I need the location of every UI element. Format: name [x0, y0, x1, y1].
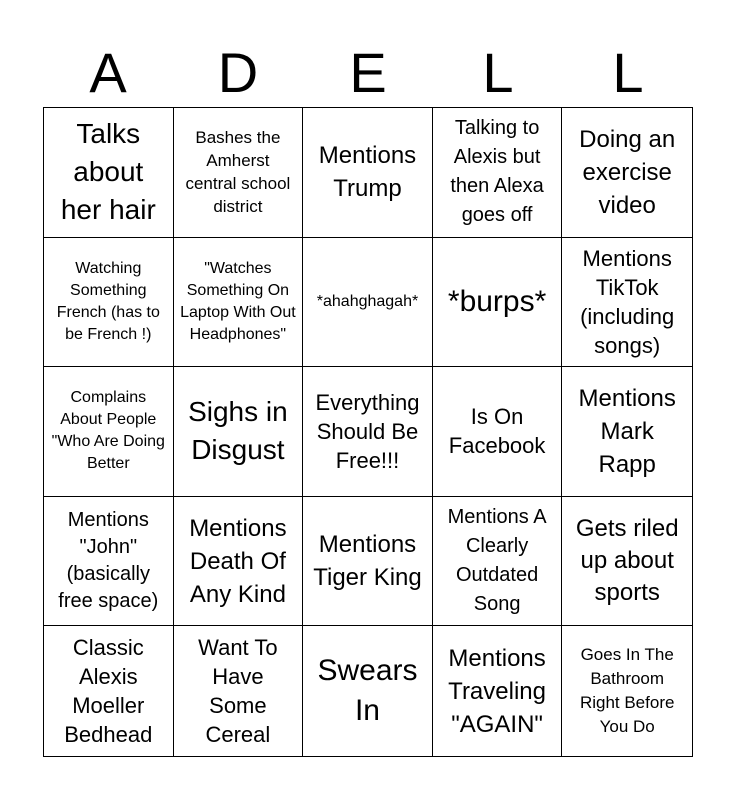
bingo-cell[interactable] [174, 497, 304, 627]
bingo-cell[interactable] [174, 367, 304, 497]
bingo-cell-text: Mentions Traveling "AGAIN" [448, 644, 546, 738]
bingo-cell-text: Mentions Trump [318, 142, 417, 203]
bingo-cell-text: Watching Something French (has to be French !) [56, 259, 160, 343]
bingo-cell-text: Mentions A Clearly Outdated Song [447, 506, 547, 616]
bingo-cell-text: *ahahghagah* [316, 292, 419, 310]
bingo-cell[interactable] [44, 238, 174, 368]
bingo-cell-text: Want To Have Some Cereal [198, 635, 278, 748]
header-letter-3: E [349, 41, 387, 104]
bingo-cell-text: Mentions Death Of Any Kind [189, 514, 287, 608]
bingo-cell[interactable] [44, 497, 174, 627]
bingo-cell[interactable] [433, 626, 563, 756]
bingo-cell-text: Is On Facebook [448, 404, 546, 459]
bingo-cell[interactable] [44, 367, 174, 497]
bingo-cell-text: Gets riled up about sports [575, 515, 679, 607]
bingo-cell-text: Classic Alexis Moeller Bedhead [64, 635, 153, 748]
bingo-cell[interactable] [433, 367, 563, 497]
bingo-cell[interactable] [303, 626, 433, 756]
bingo-cell-text: Mentions Mark Rapp [578, 384, 676, 478]
bingo-header [43, 40, 693, 106]
bingo-cell[interactable] [562, 367, 692, 497]
bingo-cell-text: *burps* [447, 284, 547, 318]
bingo-cell-text: Goes In The Bathroom Right Before You Do [579, 645, 675, 737]
bingo-cell-text: Doing an exercise video [579, 125, 676, 219]
bingo-cell-text: Talking to Alexis but then Alexa goes off [450, 117, 544, 227]
bingo-cell-text: Mentions TikTok (including songs) [580, 245, 675, 358]
bingo-cell-text: Mentions "John" (basically free space) [58, 509, 159, 613]
header-letter-1: A [89, 41, 127, 104]
bingo-cell-text: Sighs in Disgust [188, 396, 288, 466]
bingo-cell-text: Talks about her hair [60, 118, 156, 226]
bingo-cell-text: "Watches Something On Laptop With Out Headphones" [180, 259, 296, 343]
header-letter-2: D [217, 41, 259, 104]
bingo-cell[interactable] [174, 626, 304, 756]
bingo-cell[interactable] [303, 108, 433, 238]
bingo-cell[interactable] [433, 238, 563, 368]
bingo-cell[interactable] [303, 367, 433, 497]
bingo-cell[interactable] [303, 238, 433, 368]
bingo-cell[interactable] [562, 626, 692, 756]
bingo-cell-text: Swears In [317, 654, 418, 728]
header-letter-4: L [482, 41, 514, 104]
bingo-cell-text: Everything Should Be Free!!! [315, 389, 420, 473]
bingo-cell[interactable] [562, 238, 692, 368]
bingo-cell-text: Complains About People "Who Are Doing Better [51, 389, 165, 473]
bingo-cell[interactable] [562, 497, 692, 627]
bingo-cell-text: Mentions Tiger King [313, 531, 422, 592]
bingo-cell[interactable] [433, 497, 563, 627]
bingo-cell[interactable] [44, 108, 174, 238]
bingo-board [43, 107, 693, 757]
bingo-cell[interactable] [433, 108, 563, 238]
bingo-cell[interactable] [174, 238, 304, 368]
bingo-cell[interactable] [303, 497, 433, 627]
bingo-cell[interactable] [44, 626, 174, 756]
header-letter-5: L [612, 41, 644, 104]
bingo-cell-text: Bashes the Amherst central school district [185, 128, 291, 217]
bingo-cell[interactable] [562, 108, 692, 238]
bingo-cell[interactable] [174, 108, 304, 238]
